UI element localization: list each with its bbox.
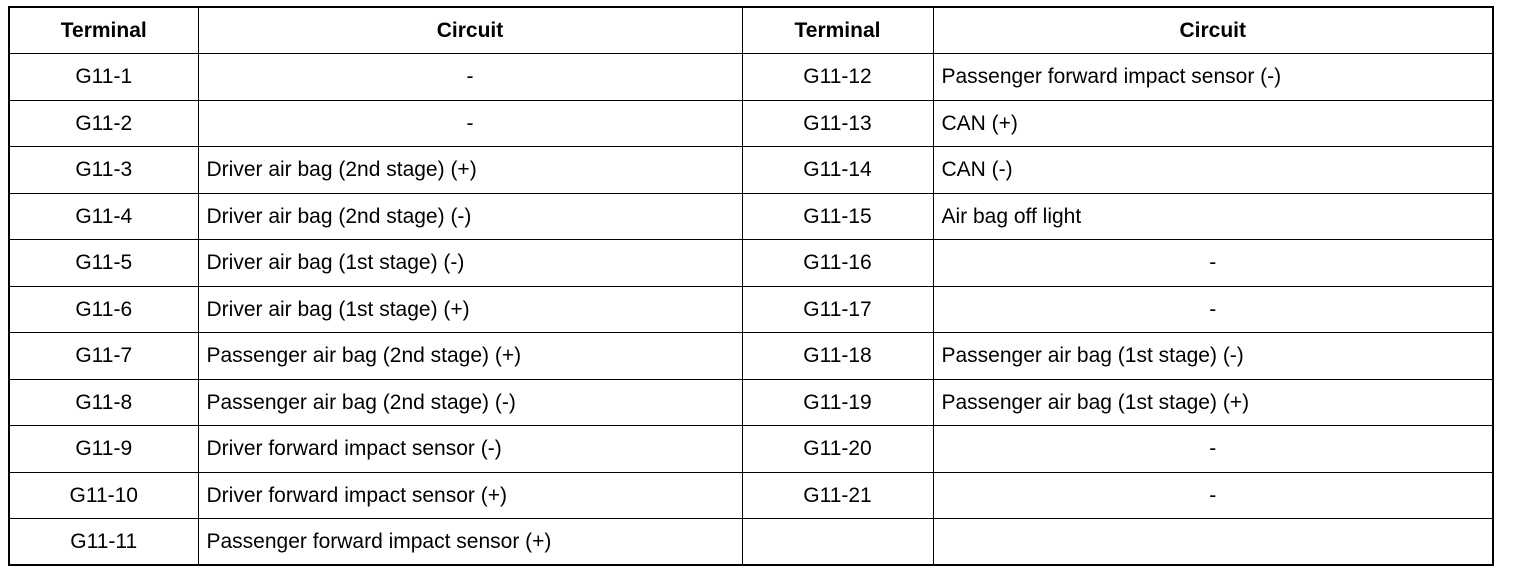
terminal-cell: G11-1 bbox=[9, 54, 198, 101]
circuit-cell: Driver forward impact sensor (+) bbox=[198, 472, 742, 519]
header-terminal-left: Terminal bbox=[9, 7, 198, 54]
circuit-cell: Driver air bag (1st stage) (-) bbox=[198, 240, 742, 287]
header-row bbox=[9, 7, 1493, 54]
table-row bbox=[9, 147, 1493, 194]
table-row bbox=[9, 379, 1493, 426]
terminal-cell: G11-4 bbox=[9, 193, 198, 240]
table-body bbox=[9, 54, 1493, 566]
table-row bbox=[9, 333, 1493, 380]
terminal-cell: G11-7 bbox=[9, 333, 198, 380]
circuit-cell: Driver air bag (2nd stage) (+) bbox=[198, 147, 742, 194]
terminal-cell: G11-2 bbox=[9, 100, 198, 147]
table-row bbox=[9, 100, 1493, 147]
table-row bbox=[9, 472, 1493, 519]
terminal-cell: G11-16 bbox=[742, 240, 933, 287]
terminal-cell: G11-11 bbox=[9, 519, 198, 566]
terminal-cell: G11-13 bbox=[742, 100, 933, 147]
circuit-cell: Air bag off light bbox=[933, 193, 1493, 240]
circuit-cell: Driver air bag (1st stage) (+) bbox=[198, 286, 742, 333]
terminal-cell: G11-10 bbox=[9, 472, 198, 519]
circuit-cell bbox=[933, 519, 1493, 566]
circuit-cell: CAN (+) bbox=[933, 100, 1493, 147]
terminal-cell: G11-3 bbox=[9, 147, 198, 194]
terminal-cell: G11-14 bbox=[742, 147, 933, 194]
circuit-cell: - bbox=[198, 54, 742, 101]
terminal-cell: G11-9 bbox=[9, 426, 198, 473]
table-row bbox=[9, 193, 1493, 240]
terminal-cell bbox=[742, 519, 933, 566]
table-row bbox=[9, 240, 1493, 287]
circuit-cell: Passenger air bag (2nd stage) (-) bbox=[198, 379, 742, 426]
table-row bbox=[9, 519, 1493, 566]
circuit-cell: - bbox=[933, 472, 1493, 519]
terminal-cell: G11-17 bbox=[742, 286, 933, 333]
circuit-cell: Passenger air bag (1st stage) (-) bbox=[933, 333, 1493, 380]
table-row bbox=[9, 426, 1493, 473]
circuit-cell: Passenger air bag (1st stage) (+) bbox=[933, 379, 1493, 426]
terminal-cell: G11-18 bbox=[742, 333, 933, 380]
circuit-cell: Passenger air bag (2nd stage) (+) bbox=[198, 333, 742, 380]
terminal-cell: G11-21 bbox=[742, 472, 933, 519]
terminal-cell: G11-6 bbox=[9, 286, 198, 333]
terminal-cell: G11-20 bbox=[742, 426, 933, 473]
circuit-cell: - bbox=[933, 426, 1493, 473]
circuit-cell: Driver forward impact sensor (-) bbox=[198, 426, 742, 473]
circuit-cell: Driver air bag (2nd stage) (-) bbox=[198, 193, 742, 240]
circuit-cell: Passenger forward impact sensor (-) bbox=[933, 54, 1493, 101]
terminal-circuit-table bbox=[8, 6, 1494, 566]
terminal-cell: G11-8 bbox=[9, 379, 198, 426]
circuit-cell: - bbox=[198, 100, 742, 147]
terminal-cell: G11-15 bbox=[742, 193, 933, 240]
terminal-cell: G11-19 bbox=[742, 379, 933, 426]
header-terminal-right: Terminal bbox=[742, 7, 933, 54]
terminal-cell: G11-5 bbox=[9, 240, 198, 287]
table-row bbox=[9, 54, 1493, 101]
circuit-cell: CAN (-) bbox=[933, 147, 1493, 194]
table-row bbox=[9, 286, 1493, 333]
header-circuit-right: Circuit bbox=[933, 7, 1493, 54]
header-circuit-left: Circuit bbox=[198, 7, 742, 54]
circuit-cell: Passenger forward impact sensor (+) bbox=[198, 519, 742, 566]
terminal-cell: G11-12 bbox=[742, 54, 933, 101]
circuit-cell: - bbox=[933, 240, 1493, 287]
circuit-cell: - bbox=[933, 286, 1493, 333]
